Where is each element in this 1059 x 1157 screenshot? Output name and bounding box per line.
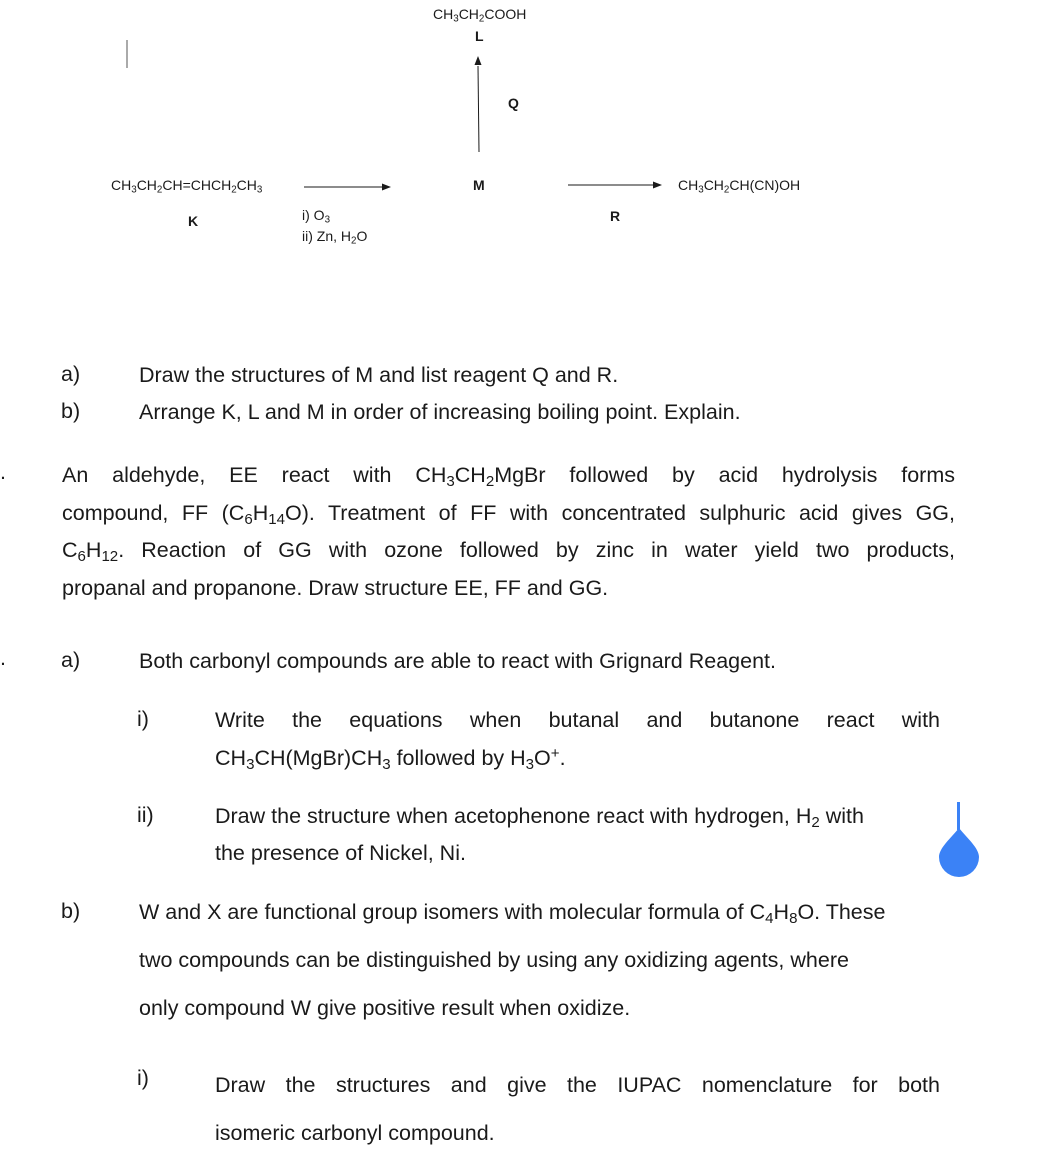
aldehyde-line-2: compound, FF $(C_6H_{14}O)$. Treatment of FF with concentrated sulphuric acid gives GG, [62,500,955,528]
question-b-marker: b) [61,399,81,423]
carbonyl-ai-marker: i) [137,707,149,731]
compound-l-formula: $CH_3CH_2COOH$ [433,6,527,25]
compound-l-label: L [475,28,484,44]
carbonyl-aii-marker: ii) [137,803,154,827]
arrow-m-to-product-head [653,182,662,189]
arrow-m-to-l [478,66,479,152]
question-bullet: . [0,460,6,484]
reagent-r-label: R [610,208,621,224]
carbonyl-bi-line-2: isomeric carbonyl compound. [215,1121,495,1145]
carbonyl-b-line-2: two compounds can be distinguished by using any oxidizing agents, where [139,948,849,972]
reagent-ozone: i) $O_3$ [302,207,331,226]
aldehyde-paragraph [62,457,955,607]
carbonyl-bi-marker: i) [137,1066,149,1090]
arrow-k-to-m-head [382,184,391,191]
carbonyl-a-text: Both carbonyl compounds are able to react with Grignard Reagent. [139,649,777,673]
aldehyde-line-4: propanal and propanone. Draw structure EE, FF and GG. [62,575,609,600]
reaction-scheme-arrows [0,0,1059,260]
reagent-zinc-water: ii) Zn, $H_2O$ [302,228,368,247]
aldehyde-line-3: $C_6H_{12}$. Reaction of GG with ozone followed by zinc in water yield two products, [62,538,955,565]
carbonyl-ai-line-2: $CH_3CH(MgBr)CH_3$ followed by $H_3O^+$. [215,744,566,773]
carbonyl-bi-line-1: Draw the structures and give the IUPAC nomenclature for both [215,1073,940,1097]
carbonyl-ai-line-1: Write the equations when butanal and butanone react with [215,708,940,732]
selection-handle-icon[interactable] [937,826,981,878]
carbonyl-b-line-1: W and X are functional group isomers with molecular formula of $C_4H_8O$. These [139,900,886,927]
carbonyl-ai-text [215,702,940,777]
carbonyl-aii-line-1: Draw the structure when acetophenone react with hydrogen, $H_2$ with [215,804,864,831]
aldehyde-line-1: An aldehyde, EE react with $CH_3CH_2MgBr$ followed by acid hydrolysis forms [62,463,955,490]
question-bullet-2: . [0,646,6,670]
compound-k-formula: $CH_3CH_2CH=CHCH_2CH_3$ [111,177,263,196]
carbonyl-b-line-3: only compound W give positive result when oxidize. [139,996,631,1020]
carbonyl-aii-line-2: the presence of Nickel, Ni. [215,841,466,865]
arrow-m-to-l-head [475,56,482,65]
question-b-text: Arrange K, L and M in order of increasing boiling point. Explain. [139,400,741,424]
carbonyl-b-marker: b) [61,899,81,923]
question-a-marker: a) [61,362,81,386]
compound-m-label: M [473,177,485,193]
carbonyl-a-marker: a) [61,648,81,672]
product-formula: $CH_3CH_2CH(CN)OH$ [678,177,801,196]
compound-k-label: K [188,213,199,229]
question-a-text: Draw the structures of M and list reagent Q and R. [139,363,619,387]
reagent-q-label: Q [508,95,519,111]
